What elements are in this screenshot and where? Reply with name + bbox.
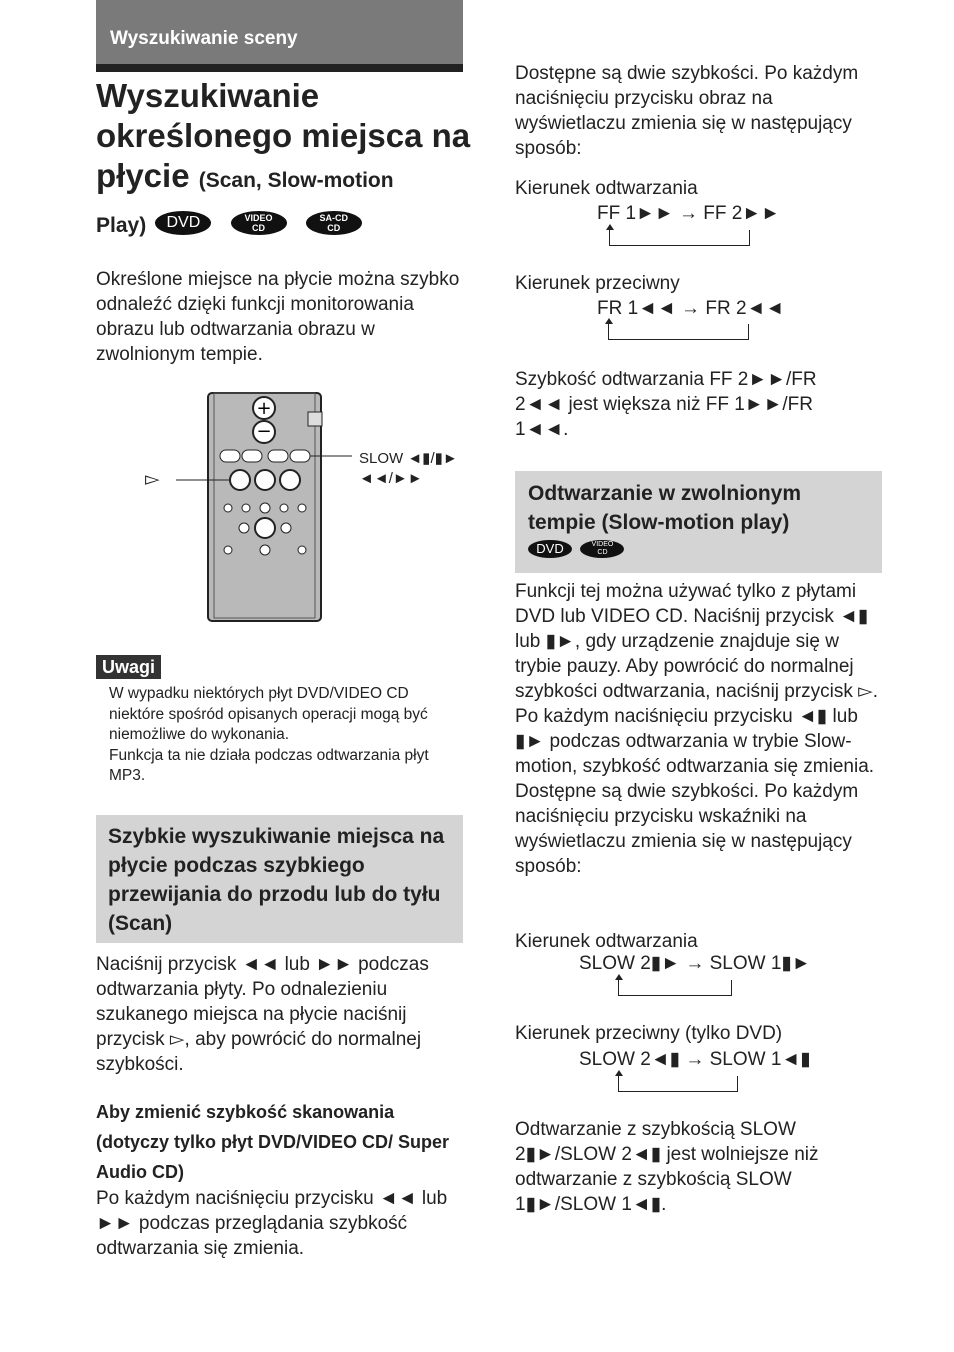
video-cd-badge-icon: VIDEO CD <box>231 211 287 235</box>
dvd-badge-icon: DVD <box>155 211 211 235</box>
notes-label: Uwagi <box>96 655 161 679</box>
dvd-badge-icon: DVD <box>528 540 572 558</box>
slow-body: Funkcji tej można używać tylko z płytami DVD lub VIDEO CD. Naciśnij przycisk ◄▮ lub ▮►, gdy urządzenie znajduje się w trybie pauzy. Aby powrócić do normalnej szybkości odtwarzania, naciśnij przycisk ▻. Po każdym naciśnięciu przycisku ◄▮ lub ▮► podczas odtwarzania w trybie Slow-motion, szybkość odtwarzania się zmienia. Dostępne są dwie szybkości. Po każdym naciśnięciu przycisku wskaźniki na wyświetlaczu zmienia się w następujący sposób: <box>515 581 879 877</box>
intro-text: Określone miejsce na płycie można szybko odnaleźć dzięki funkcji monitorowania obrazu lub odtwarzania obrazu w zwolnionym tempie. <box>96 269 460 365</box>
slow-fwd-label: Kierunek odtwarzania <box>515 931 698 952</box>
fwd-seq: FF 1►► → FF 2►► <box>597 203 780 224</box>
slow-rev-label: Kierunek przeciwny (tylko DVD) <box>515 1023 783 1044</box>
svg-text:+: + <box>256 398 272 419</box>
sacd-badge-icon: SA-CD CD <box>306 211 362 235</box>
notes-text <box>109 684 459 787</box>
scan-body: Naciśnij przycisk ◄◄ lub ►► podczas odtwarzania płyty. Po odnalezieniu szukanego miejsca na płycie naciśnij przycisk ▻, aby powrócić do normalnej szybkości. <box>96 954 429 1075</box>
scan-heading-box <box>96 815 463 943</box>
slow-heading-box <box>515 471 882 573</box>
section-rule <box>96 64 463 72</box>
scan-sub-body: Po każdym naciśnięciu przycisku ◄◄ lub ►► podczas przeglądania szybkość odtwarzania się zmienia. <box>96 1188 448 1259</box>
fwd-loop-arrow-icon <box>609 230 750 246</box>
slow-note: Odtwarzanie z szybkością SLOW 2▮►/SLOW 2◄▮ jest wolniejsze niż odtwarzanie z szybkością SLOW 1▮►/SLOW 1◄▮. <box>515 1119 819 1215</box>
play-symbol-label: ▻ <box>145 469 160 490</box>
svg-text:−: − <box>256 421 272 442</box>
title-sub: (Scan, Slow-motion <box>198 169 394 192</box>
slow-fwd-loop-arrow-icon <box>618 980 732 996</box>
title-main: Wyszukiwanie określonego miejsca na płycie <box>96 77 471 194</box>
rev-label: Kierunek przeciwny <box>515 273 680 294</box>
scan-heading: Szybkie wyszukiwanie miejsca na płycie podczas szybkiego przewijania do przodu lub do tyłu (Scan) <box>108 825 445 935</box>
title-sub2: Play) <box>96 214 147 237</box>
rev-seq: FR 1◄◄ → FR 2◄◄ <box>597 298 785 319</box>
slow-fwd-seq: SLOW 2▮► → SLOW 1▮► <box>579 953 811 974</box>
slow-rev-loop-arrow-icon <box>618 1076 738 1092</box>
page-title <box>96 76 476 246</box>
fwd-label: Kierunek odtwarzania <box>515 178 698 199</box>
speed-note: Szybkość odtwarzania FF 2►►/FR 2◄◄ jest większa niż FF 1►►/FR 1◄◄. <box>515 369 817 440</box>
remote-illustration <box>140 390 480 630</box>
remote-control-icon <box>140 390 480 630</box>
slow-heading: Odtwarzanie w zwolnionym tempie (Slow-motion play) <box>528 482 802 534</box>
scan-label: ◄◄/►► <box>359 470 423 487</box>
scan-sub-heading: Aby zmienić szybkość skanowania (dotyczy tylko płyt DVD/VIDEO CD/ Super Audio CD) <box>96 1102 450 1182</box>
slow-label: SLOW ◄▮/▮► <box>359 450 458 467</box>
note-line: Funkcja ta nie działa podczas odtwarzania płyt MP3. <box>109 746 429 784</box>
section-tab <box>96 0 463 64</box>
speeds-intro: Dostępne są dwie szybkości. Po każdym naciśnięciu przycisku obraz na wyświetlaczu zmienia się w następujący sposób: <box>515 63 859 159</box>
slow-badges <box>515 537 882 558</box>
rev-loop-arrow-icon <box>608 324 749 340</box>
slow-rev-seq: SLOW 2◄▮ → SLOW 1◄▮ <box>579 1049 811 1070</box>
section-tab-label: Wyszukiwanie sceny <box>110 28 298 49</box>
video-cd-badge-icon: VIDEO CD <box>580 540 624 558</box>
note-line: W wypadku niektórych płyt DVD/VIDEO CD niektóre spośród opisanych operacji mogą być niemożliwe do wykonania. <box>109 685 428 743</box>
